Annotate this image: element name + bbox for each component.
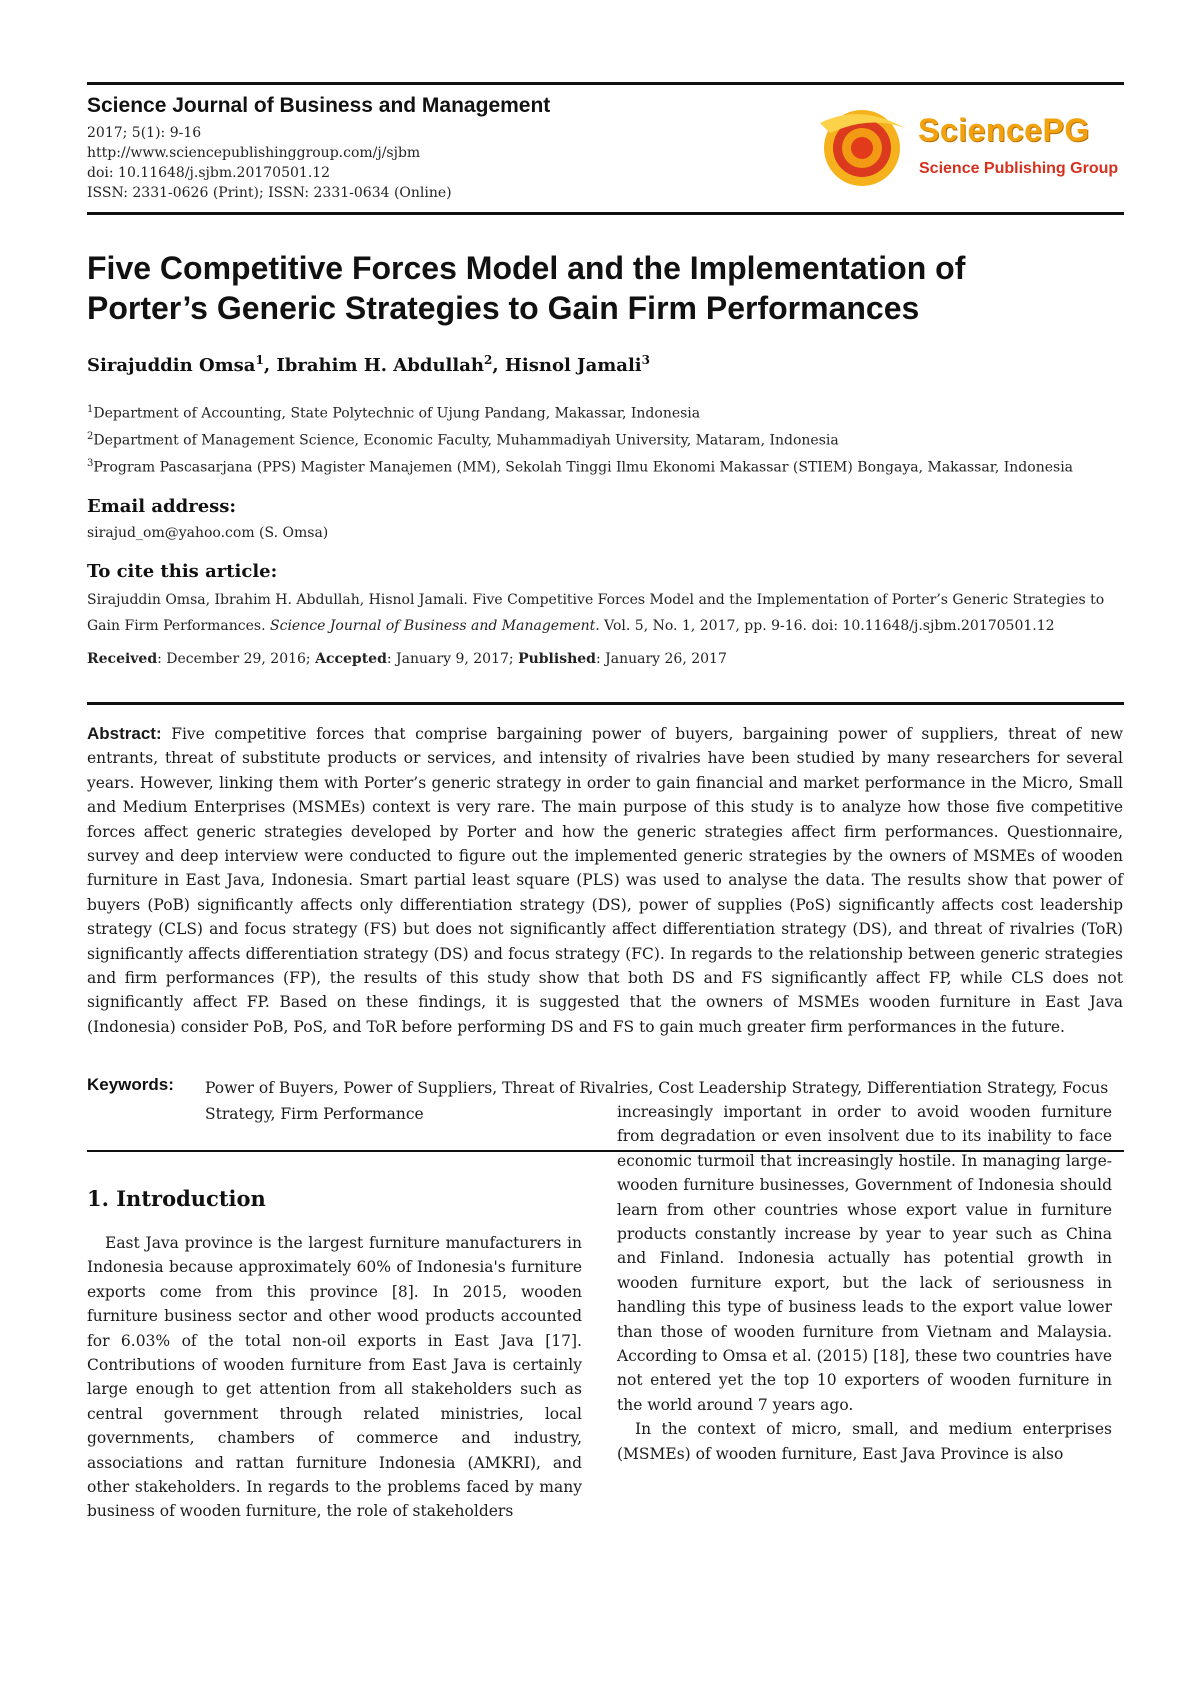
citation-main: Sirajuddin Omsa, Ibrahim H. Abdullah, Hisnol Jamali. Five Competitive Forces Model and the Implementation of Porter’s Generic Strategies to Gain Firm Performances. (87, 592, 1105, 634)
author-name: Hisnol Jamali (504, 355, 642, 376)
affiliation-text: Department of Management Science, Economic Faculty, Muhammadiyah University, Mataram, Indonesia (93, 432, 839, 449)
journal-issue: 2017; 5(1): 9-16 (87, 125, 202, 141)
body-paragraph: increasingly important in order to avoid wooden furniture from degradation or even insolvent due to its inability to face economic turmoil that increasingly hostile. In managing large-wooden furniture businesses, Government of Indonesia should learn from other countries whose export value in furniture products constantly increase by year to year such as China and Finland. Indonesia actually has potential growth in wooden furniture export, but the lack of seriousness in handling this type of business leads to the export value lower than those of wooden furniture from Vietnam and Malaysia. According to Omsa et al. (2015) [18], these two countries have not entered yet the top 10 exporters of wooden furniture in the world around 7 years ago. (617, 1103, 1112, 1414)
logo-core (851, 137, 873, 159)
body-paragraph: East Java province is the largest furniture manufacturers in Indonesia because approximately 60% of Indonesia's furniture exports come from this province [8]. In 2015, wooden furniture business sector and other wood products accounted for 6.03% of the total non-oil exports in East Java [17]. Contributions of wooden furniture from East Java is certainly large enough to get attention from all stakeholders such as central government through related ministries, local governments, chambers of commerce and industry, associations and rattan furniture Indonesia (AMKRI), and other stakeholders. In regards to the problems faced by many business of wooden furniture, the role of stakeholders (87, 1234, 582, 1521)
section-title-introduction: 1. Introduction (87, 1186, 266, 1211)
received-label: Received (87, 651, 158, 667)
author-list (87, 353, 650, 376)
author-name: Ibrahim H. Abdullah (276, 355, 484, 376)
accepted-date: : January 9, 2017; (386, 651, 519, 667)
email-heading: Email address: (87, 496, 237, 517)
affiliation-text: Department of Accounting, State Polytechnic of Ujung Pandang, Makassar, Indonesia (93, 405, 701, 422)
logo-title: SciencePG (918, 112, 1090, 148)
author-affiliation-marker: 1 (255, 353, 264, 367)
author-email[interactable]: sirajud_om@yahoo.com (S. Omsa) (87, 525, 329, 541)
article-title-line-2: Porter’s Generic Strategies to Gain Firm Performances (87, 290, 920, 326)
keywords-text: Power of Buyers, Power of Suppliers, Threat of Rivalries, Cost Leadership Strategy, Differentiation Strategy, Focus Strategy, Firm Performance (205, 1079, 1109, 1123)
author-separator: , (492, 355, 505, 376)
body-column-right (617, 1100, 1112, 1466)
published-label: Published (518, 651, 596, 667)
journal-name: Science Journal of Business and Management (87, 94, 551, 117)
citation-text (87, 587, 1125, 639)
received-date: : December 29, 2016; (157, 651, 316, 667)
published-date: : January 26, 2017 (595, 651, 727, 667)
affiliation-1 (87, 404, 700, 422)
affiliation-marker: 2 (87, 431, 94, 442)
journal-issn: ISSN: 2331-0626 (Print); ISSN: 2331-0634 (Online) (87, 185, 452, 201)
header-bottom-rule (87, 212, 1124, 215)
journal-meta (87, 123, 452, 203)
author-affiliation-marker: 2 (483, 353, 493, 367)
affiliation-text: Program Pascasarjana (PPS) Magister Manajemen (MM), Sekolah Tinggi Ilmu Ekonomi Makassar (STIEM) Bongaya, Makassar, Indonesia (93, 459, 1074, 476)
body-column-left (87, 1231, 582, 1524)
keywords-label: Keywords: (87, 1075, 174, 1094)
author-affiliation-marker: 3 (641, 353, 650, 367)
affiliation-marker: 3 (87, 458, 94, 469)
header-top-rule (87, 82, 1124, 85)
affiliation-2 (87, 431, 839, 449)
publication-dates (87, 651, 727, 667)
citation-details: Vol. 5, No. 1, 2017, pp. 9-16. doi: 10.11648/j.sjbm.20170501.12 (599, 618, 1055, 634)
accepted-label: Accepted (315, 651, 387, 667)
citation-journal: Science Journal of Business and Management. (270, 618, 600, 634)
abstract-top-rule (87, 702, 1124, 705)
affiliation-3 (87, 458, 1073, 476)
cite-heading: To cite this article: (87, 561, 278, 582)
journal-doi[interactable]: doi: 10.11648/j.sjbm.20170501.12 (87, 165, 331, 181)
author-separator: , (263, 355, 277, 376)
abstract-block (87, 722, 1123, 1039)
journal-url[interactable]: http://www.sciencepublishinggroup.com/j/sjbm (87, 145, 421, 161)
body-paragraph: In the context of micro, small, and medium enterprises (MSMEs) of wooden furniture, East Java Province is also (617, 1420, 1112, 1463)
article-title-line-1: Five Competitive Forces Model and the Implementation of (87, 250, 966, 286)
abstract-text: Five competitive forces that comprise bargaining power of buyers, bargaining power of suppliers, threat of new entrants, threat of substitute products or services, and intensity of rivalries have been studied by many researchers for several years. However, linking them with Porter’s generic strategy in order to gain financial and market performance in the Micro, Small and Medium Enterprises (MSMEs) context is very rare. The main purpose of this study is to analyze how those five competitive forces affect generic strategies developed by Porter and how the generic strategies affect firm performances. Questionnaire, survey and deep interview were conducted to figure out the implemented generic strategies by the owners of MSMEs of wooden furniture in East Java, Indonesia. Smart partial least square (PLS) was used to analyse the data. The results show that power of buyers (PoB) significantly affects only differentiation strategy (DS), power of supplies (PoS) significantly affects cost leadership strategy (CLS) and focus strategy (FS) but does not significantly affect differentiation strategy (DS), and threat of rivalries (ToR) significantly affects differentiation strategy (DS) and focus strategy (FC). In regards to the relationship between generic strategies and firm performances (FP), the results of this study show that both DS and FS significantly affect FP, while CLS does not significantly affect FP. Based on these findings, it is suggested that the owners of MSMEs wooden furniture in East Java (Indonesia) consider PoB, PoS, and ToR before performing DS and FS to gain much greater firm performances in the future. (87, 725, 1123, 1036)
affiliation-marker: 1 (87, 404, 94, 415)
logo-subtitle: Science Publishing Group (919, 160, 1119, 177)
article-title (87, 248, 1127, 328)
author-name: Sirajuddin Omsa (87, 355, 256, 376)
abstract-label: Abstract: (87, 724, 162, 743)
